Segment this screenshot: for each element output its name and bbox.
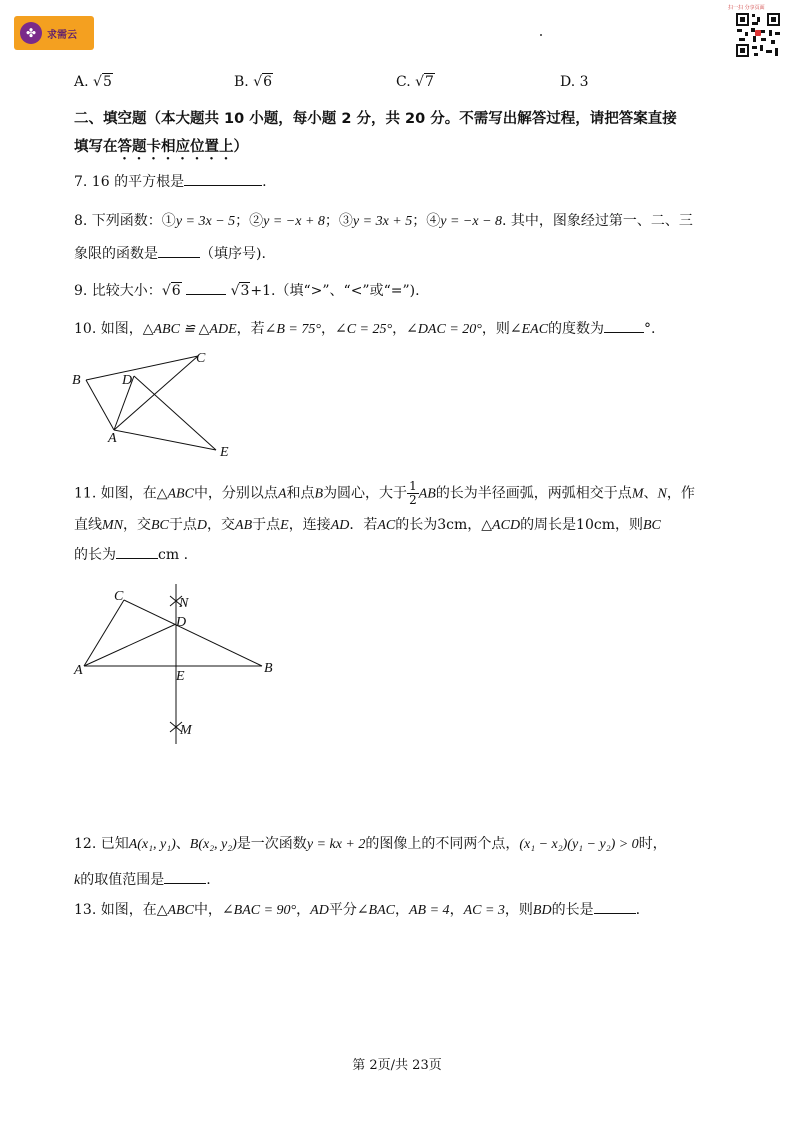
option-a[interactable] — [74, 71, 113, 93]
answer-blank-12[interactable] — [164, 869, 206, 884]
option-d-value: 3 — [579, 74, 589, 90]
question-7: 7. 16 的平方根是 . — [74, 171, 724, 193]
page-number: 第 2页/共 23页 — [352, 1058, 442, 1073]
option-c-label: C. — [396, 74, 411, 90]
answer-blank-8[interactable] — [158, 243, 200, 258]
label-d: D — [176, 615, 187, 630]
label-e: E — [220, 445, 229, 460]
label-e: E — [176, 669, 185, 684]
segment-ac — [114, 356, 198, 430]
answer-blank-11[interactable] — [116, 544, 158, 559]
option-c-sqrt: √7 — [415, 74, 434, 90]
label-a: A — [74, 663, 83, 678]
brand-logo — [14, 16, 94, 50]
qr-caption: 扫一扫 分享页面 — [728, 5, 765, 11]
question-11: 11. 如图，在△ABC中，分别以点A和点B为圆心，大于 $\frac{1}{2}$ AB的长为半径画弧，两弧相交于点M、N，作 — [74, 479, 695, 507]
question-8-line2: 象限的函数是 （填序号). — [74, 243, 724, 265]
segment-ac — [84, 600, 124, 666]
option-c[interactable] — [396, 71, 435, 93]
question-10: 10. 如图，△ABC ≌ △ADE，若∠B = 75°，∠C = 25°，∠DAC = 20°，则∠EAC的度数为 °. — [74, 318, 724, 341]
segment-bc — [86, 356, 198, 380]
clover-icon: ✤ — [20, 22, 42, 44]
segment-ad — [84, 624, 176, 666]
label-n: N — [179, 596, 189, 611]
option-a-sqrt: √5 — [93, 74, 112, 90]
label-m: M — [180, 723, 192, 738]
sqrt-3: √3 — [230, 283, 250, 299]
question-13: 13. 如图，在△ABC中，∠BAC = 90°，AD平分∠BAC，AB = 4，AC = 3，则BD的长是 . — [74, 899, 724, 922]
segment-cb — [124, 600, 262, 666]
figure-q10 — [66, 346, 246, 462]
option-b-label: B. — [234, 74, 249, 90]
option-b[interactable] — [234, 71, 273, 93]
question-12-line2: k的取值范围是 . — [74, 869, 724, 892]
option-a-label: A. — [74, 74, 89, 90]
question-12: 12. 已知A(x₁, y₁)、B(x₂, y₂)是一次函数y = kx + 2的图像上的不同两个点，(x₁ − x₂)(y₁ − y₂) > 0时， — [74, 836, 667, 852]
section-heading: 二、填空题（本大题共 10 小题，每小题 2 分，共 20 分。不需写出解答过程，请把答案直接 — [74, 111, 677, 127]
section-heading-line2: 填写在答题卡相应位置上） — [74, 139, 248, 155]
label-c: C — [196, 351, 206, 366]
answer-blank-7[interactable] — [184, 171, 262, 186]
question-8: 8. 下列函数：①y = 3x − 5；②y = −x + 8；③y = 3x + 5；④y = −x − 8. 其中，图象经过第一、二、三 — [74, 213, 693, 229]
answer-blank-13[interactable] — [594, 899, 636, 914]
qr-code-icon[interactable] — [735, 12, 781, 58]
label-b: B — [264, 661, 273, 676]
scan-dot — [540, 34, 542, 36]
question-9: 9. 比较大小：√6 √3+1.（填“>”、“<”或“=”). — [74, 280, 724, 302]
question-11-line3: 的长为 cm . — [74, 544, 724, 566]
option-d[interactable] — [560, 71, 589, 93]
label-a: A — [108, 431, 117, 446]
segment-ae — [114, 430, 216, 450]
label-c: C — [114, 589, 124, 604]
answer-blank-10[interactable] — [604, 318, 644, 333]
segment-de — [134, 376, 216, 450]
label-d: D — [122, 373, 133, 388]
label-b: B — [72, 373, 81, 388]
answer-blank-9[interactable] — [186, 280, 226, 295]
sqrt-6: √6 — [161, 283, 181, 299]
option-d-label: D. — [560, 74, 576, 90]
logo-text: 求需云 — [47, 29, 77, 41]
fraction-half: $\frac{1}{2}$ — [409, 479, 417, 507]
segment-ba — [86, 380, 114, 430]
option-b-sqrt: √6 — [253, 74, 273, 90]
question-11-line2: 直线MN，交BC于点D，交AB于点E，连接AD．若AC的长为3cm，△ACD的周长是10cm，则BC — [74, 517, 661, 533]
figure-q11 — [66, 582, 286, 748]
